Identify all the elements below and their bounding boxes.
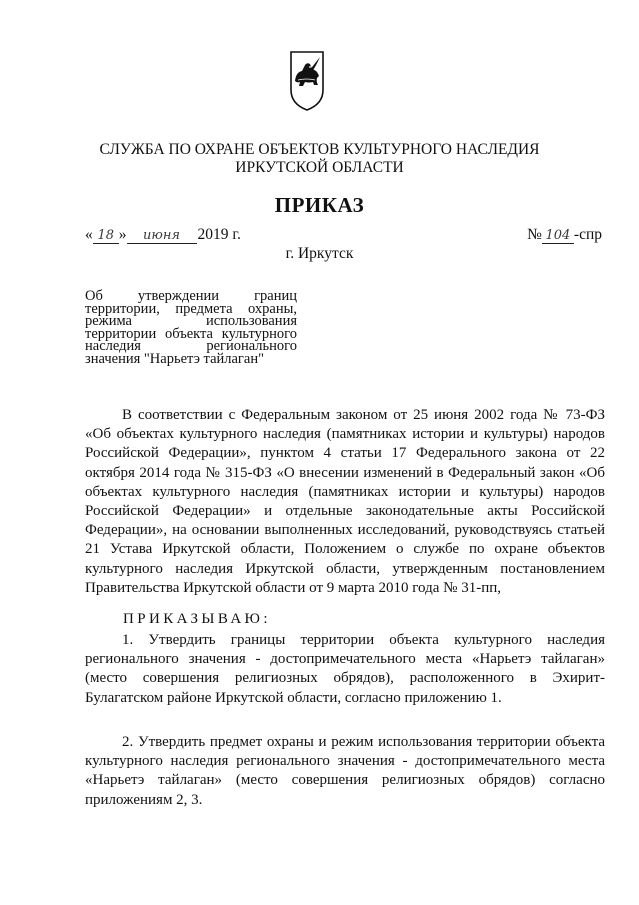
order-item-1: 1. Утвердить границы территории объекта культурного наследия регионального значения - достопримечательного места «Нарьетэ тайлаган» (место совершения религиозных обрядов), расположенного в Эхирит-Булагатском районе Иркутской области, согласно приложению 1. [85, 632, 605, 706]
order-item-2: 2. Утвердить предмет охраны и режим использования территории объекта культурного наследия регионального значения - достопримечательного места «Нарьетэ тайлаган» (место совершения религиозных обрядов) согласно приложениям 2, 3. [85, 734, 605, 808]
subject-line: Об утверждении границ [85, 288, 297, 304]
date-month: июня [127, 228, 197, 244]
subject-line: режима использования [85, 313, 297, 329]
document-date [85, 226, 241, 244]
document-subject [85, 290, 297, 365]
date-day: 18 [93, 228, 119, 244]
subject-line: значения "Нарьетэ тайлаган" [85, 350, 264, 367]
number-prefix: № [527, 226, 542, 243]
date-open-quote: « [85, 226, 93, 243]
date-close-quote: » [118, 226, 127, 243]
subject-line: наследия регионального [85, 338, 297, 354]
number-value: 104 [542, 228, 574, 244]
subject-line: территории, предмета охраны, [85, 300, 297, 317]
subject-line: территории объекта культурного [85, 325, 297, 342]
organization-name-line2: ИРКУТСКОЙ ОБЛАСТИ [235, 159, 404, 176]
order-heading: ПРИКАЗЫВАЮ: [123, 611, 271, 627]
document-city: г. Иркутск [285, 245, 354, 262]
document-title: ПРИКАЗ [274, 193, 365, 217]
organization-name-line1: СЛУЖБА ПО ОХРАНЕ ОБЪЕКТОВ КУЛЬТУРНОГО НАСЛЕДИЯ [99, 141, 540, 158]
preamble-paragraph: В соответствии с Федеральным законом от 25 июня 2002 года № 73-ФЗ «Об объектах культурного наследия (памятниках истории и культуры) народов Российской Федерации», пунктом 4 статьи 17 Федерального закона от 22 октября 2014 года № 315-ФЗ «О внесении изменений в Федеральный закон «Об объектах культурного наследия (памятниках истории и культуры) народов Российской Федерации» и отдельные законодательные акты Российской Федерации», на основании выполненных исследований, руководствуясь статьей 21 Устава Иркутской области, Положением о службе по охране объектов культурного наследия Иркутской области, утвержденным постановлением Правительства Иркутской области от 9 марта 2010 года № 31-пп, [85, 407, 605, 596]
document-number [527, 226, 602, 244]
number-suffix: -спр [573, 226, 602, 243]
irkutsk-coat-of-arms-icon [289, 50, 325, 112]
date-year: 2019 г. [197, 226, 241, 243]
